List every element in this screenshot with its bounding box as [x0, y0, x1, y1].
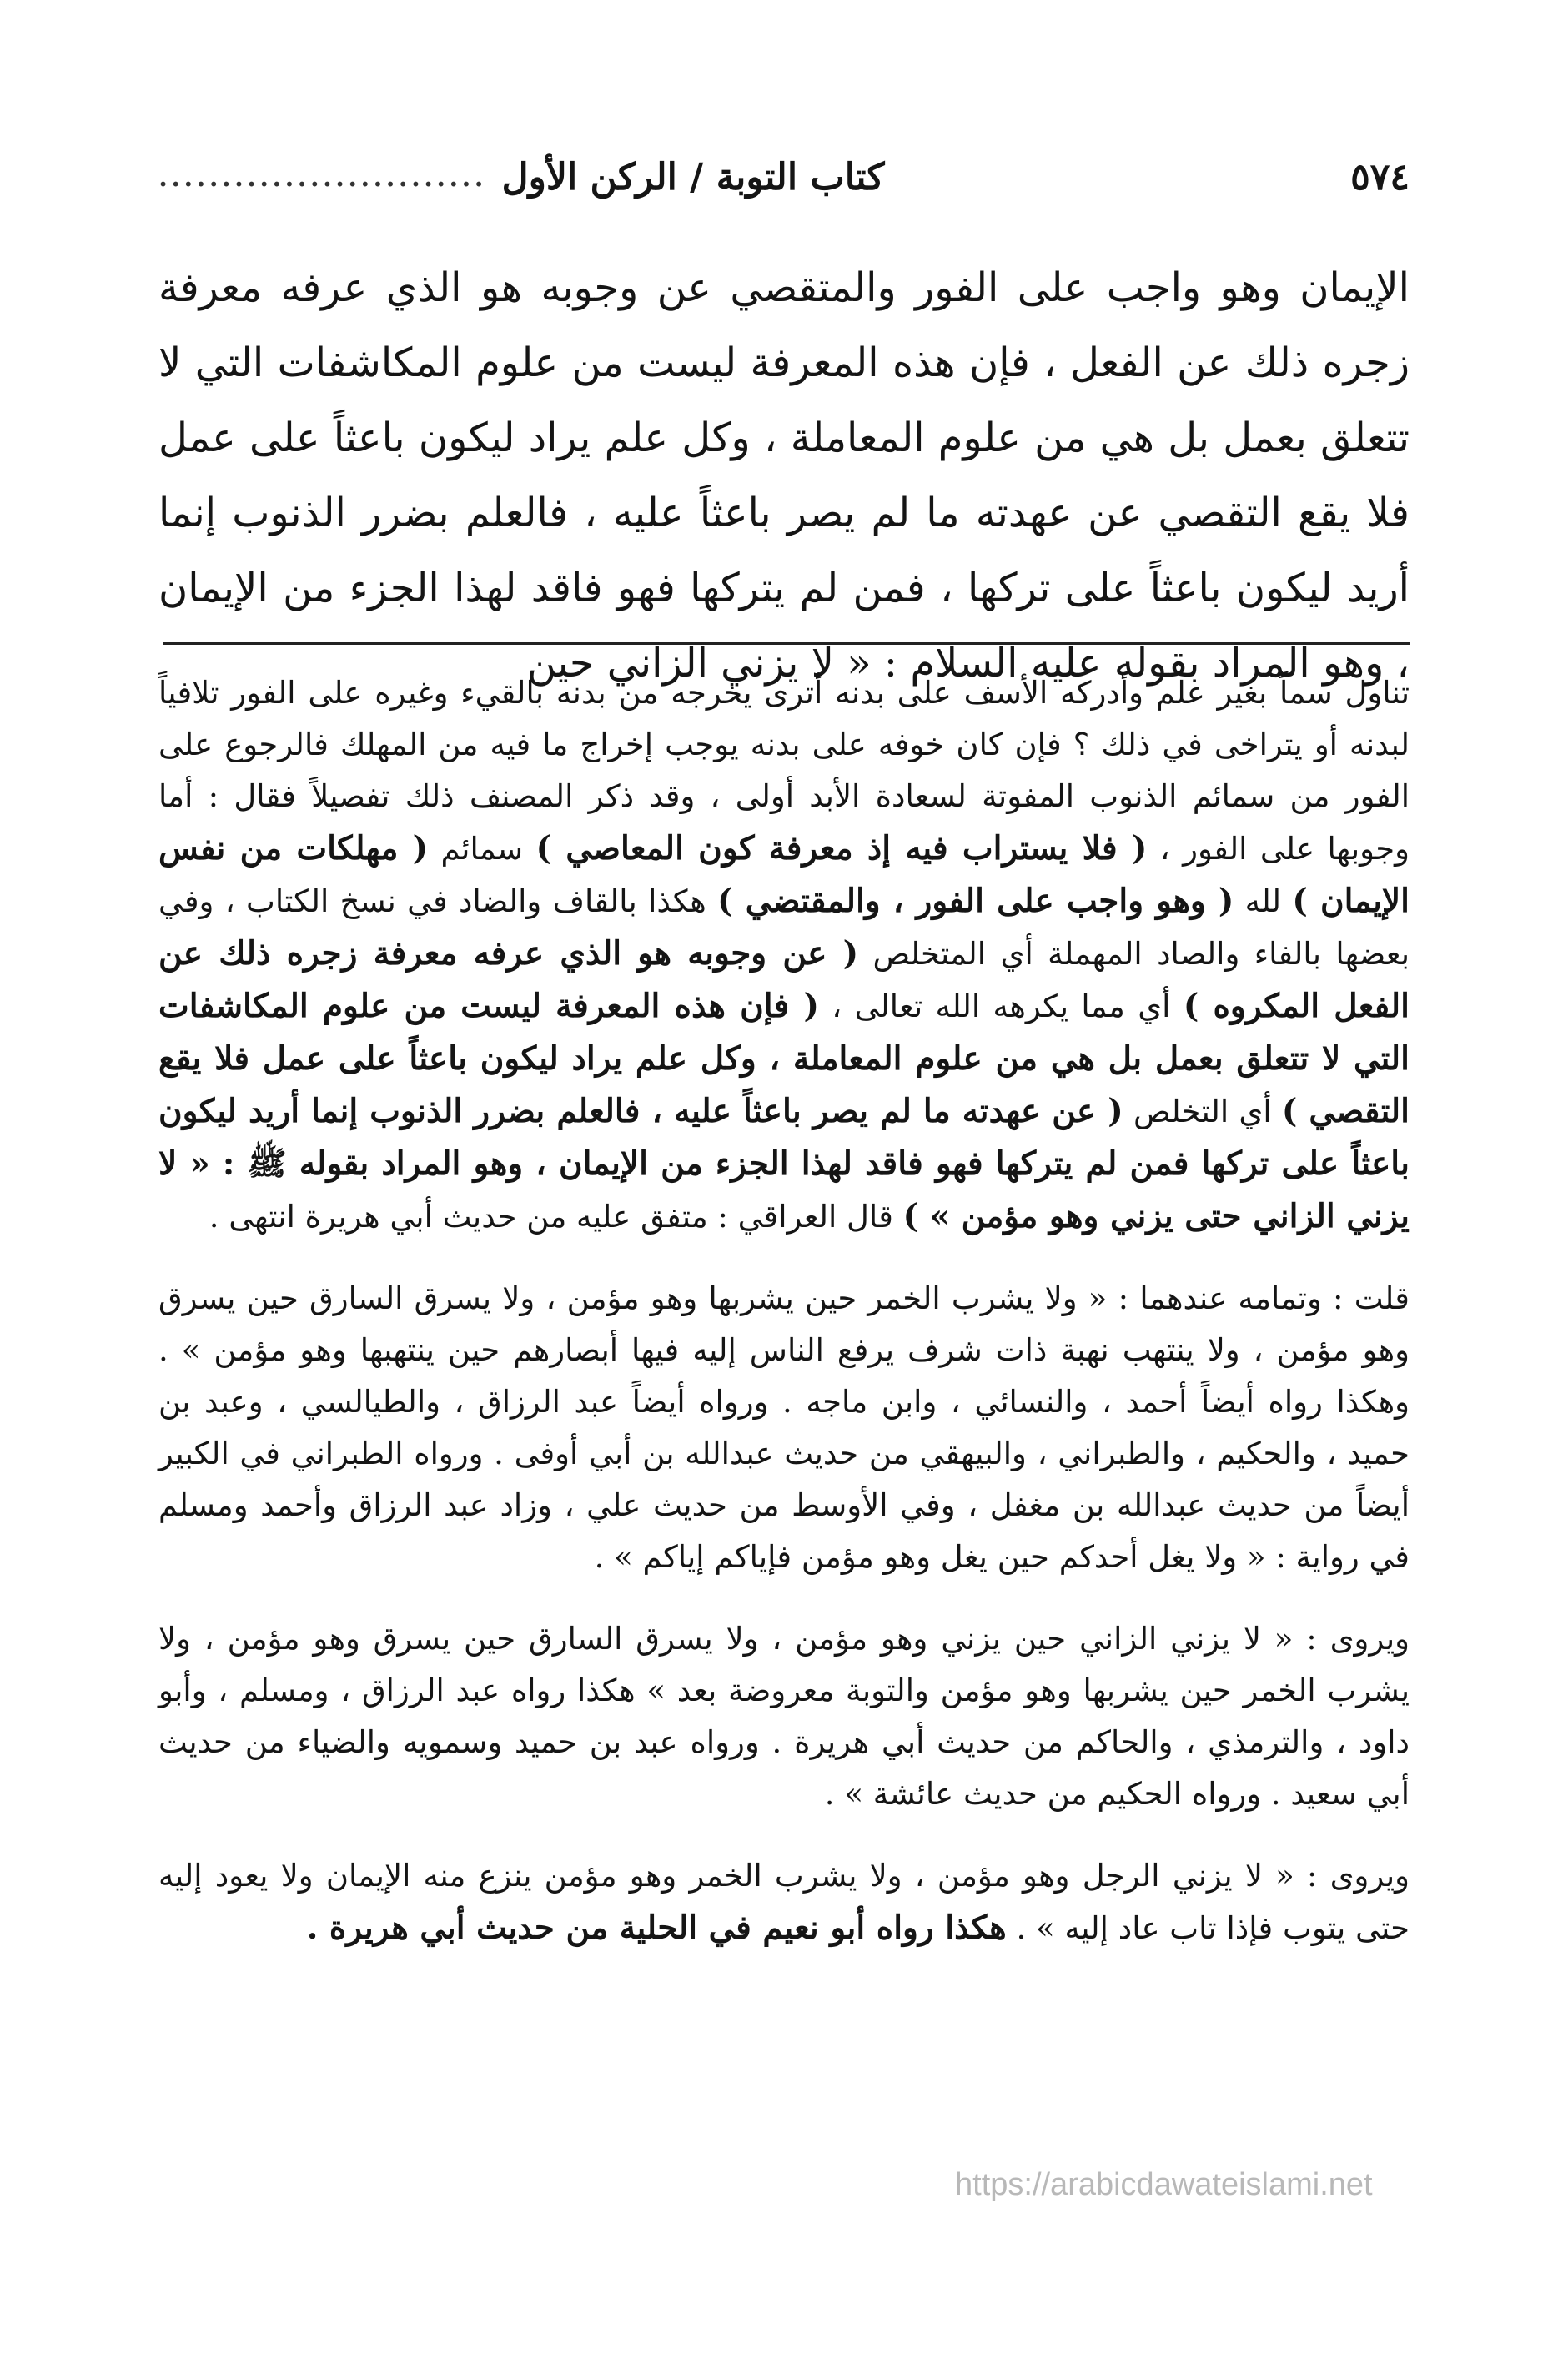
commentary-paragraph-3: ويروى : « لا يزني الزاني حين يزني وهو مؤمن ، ولا يسرق السارق حين يسرق وهو مؤمن ، ولا يشرب الخمر حين يشربها وهو مؤمن والتوبة معروضة بعد » هكذا رواه عبد الرزاق ، ومسلم ، وأبو داود ، والترمذي ، والحاكم من حديث أبي هريرة . ورواه عبد بن حميد وسمويه والضياء من حديث أبي سعيد . ورواه الحكيم من حديث عائشة » . [158, 1621, 1410, 1812]
running-header [158, 156, 884, 199]
commentary-text: تناول سماً بغير علم وأدركه الأسف على بدنه أترى يخرجه من بدنه بالقيء وغيره على الفور تلافياً لبدنه أو يتراخى في ذلك ؟ فإن كان خوفه على بدنه يوجب إخراج ما فيه من المهلك فالرجوع على الفور من سمائم الذنوب المفوتة لسعادة الأبد أولى ، وقد ذكر المصنف ذلك تفصيلاً فقال : أما وجوبها على الفور ، [158, 675, 1410, 867]
quoted-main-text: ( مهلكات من نفس الإيمان ) [158, 829, 1410, 920]
commentary-text: أي التخلص [1123, 1094, 1282, 1129]
quoted-main-text: ( وهو واجب على الفور ، والمقتضي ) [717, 882, 1234, 920]
commentary-text: ويروى : « لا يزني الرجل وهو مؤمن ، ولا يشرب الخمر وهو مؤمن ينزع منه الإيمان ولا يعود إليه حتى يتوب فإذا تاب عاد إليه » . [158, 1858, 1410, 1946]
commentary-paragraph-2: قلت : وتمامه عندهما : « ولا يشرب الخمر حين يشربها وهو مؤمن ، ولا يسرق السارق حين يسرق وهو مؤمن ، ولا ينتهب نهبة ذات شرف يرفع الناس إليه فيها أبصارهم حين ينتهبها وهو مؤمن » . وهكذا رواه أيضاً أحمد ، والنسائي ، وابن ماجه . ورواه أيضاً عبد الرزاق ، والطيالسي ، وعبد بن حميد ، والحكيم ، والطبراني ، والبيهقي من حديث عبدالله بن أبي أوفى . ورواه الطبراني في الكبير أيضاً من حديث عبدالله بن مغفل ، وفي الأوسط من حديث علي ، وزاد عبد الرزاق وأحمد ومسلم في رواية : « ولا يغل أحدكم حين يغل وهو مؤمن فإياكم إياكم » . [158, 1280, 1410, 1575]
footnote-divider [163, 642, 1410, 645]
commentary-text: سمائم [428, 831, 536, 867]
commentary-emphasis: هكذا رواه أبو نعيم في الحلية من حديث أبي هريرة . [306, 1909, 1007, 1947]
running-title: كتاب التوبة / الركن الأول [501, 155, 885, 199]
watermark-url: https://arabicdawateislami.net [955, 2167, 1373, 2202]
commentary-paragraph-4 [158, 1850, 1410, 1954]
quoted-main-text: ( فإن هذه المعرفة ليست من علوم المكاشفات التي لا تتعلق بعمل بل هي من علوم المعاملة ، وكل علم يراد ليكون باعثاً على عمل فلا يقع التقصي ) [158, 987, 1410, 1130]
quoted-main-text: ( عن وجوبه هو الذي عرفه معرفة زجره ذلك عن الفعل المكروه ) [158, 934, 1410, 1025]
commentary-paragraph-1 [158, 667, 1410, 1243]
quoted-main-text: ( فلا يستراب فيه إذ معرفة كون المعاصي ) [535, 829, 1148, 868]
commentary-text: قال العراقي : متفق عليه من حديث أبي هريرة انتهى . [209, 1199, 903, 1235]
main-text: الإيمان وهو واجب على الفور والمتقصي عن وجوبه هو الذي عرفه معرفة زجره ذلك عن الفعل ، فإن هذه المعرفة ليست من علوم المكاشفات التي لا تتعلق بعمل بل هي من علوم المعاملة ، وكل علم يراد ليكون باعثاً على عمل فلا يقع التقصي عن عهدته ما لم يصر باعثاً عليه ، فالعلم بضرر الذنوب إنما أريد ليكون باعثاً على تركها ، فمن لم يتركها فهو فاقد لهذا الجزء من الإيمان ، وهو المراد بقوله عليه السلام : « لا يزني الزاني حين [158, 264, 1410, 687]
commentary-text: هكذا بالقاف والضاد في نسخ الكتاب ، وفي بعضها بالفاء والصاد المهملة أي المتخلص [158, 883, 1410, 972]
dotted-leader: .......................... [158, 161, 487, 193]
commentary [158, 667, 1410, 1954]
commentary-text: لله [1234, 883, 1293, 919]
commentary-text: أي مما يكرهه الله تعالى ، [818, 988, 1184, 1024]
page-header [158, 143, 1410, 210]
page-number: ٥٧٤ [1350, 155, 1410, 199]
quoted-main-text: ( عن عهدته ما لم يصر باعثاً عليه ، فالعلم بضرر الذنوب إنما أريد ليكون باعثاً على تركها فمن لم يتركها فهو فاقد لهذا الجزء من الإيمان ، وهو المراد بقوله ﷺ : « لا يزني الزاني حتى يزني وهو مؤمن » ) [158, 1092, 1410, 1235]
